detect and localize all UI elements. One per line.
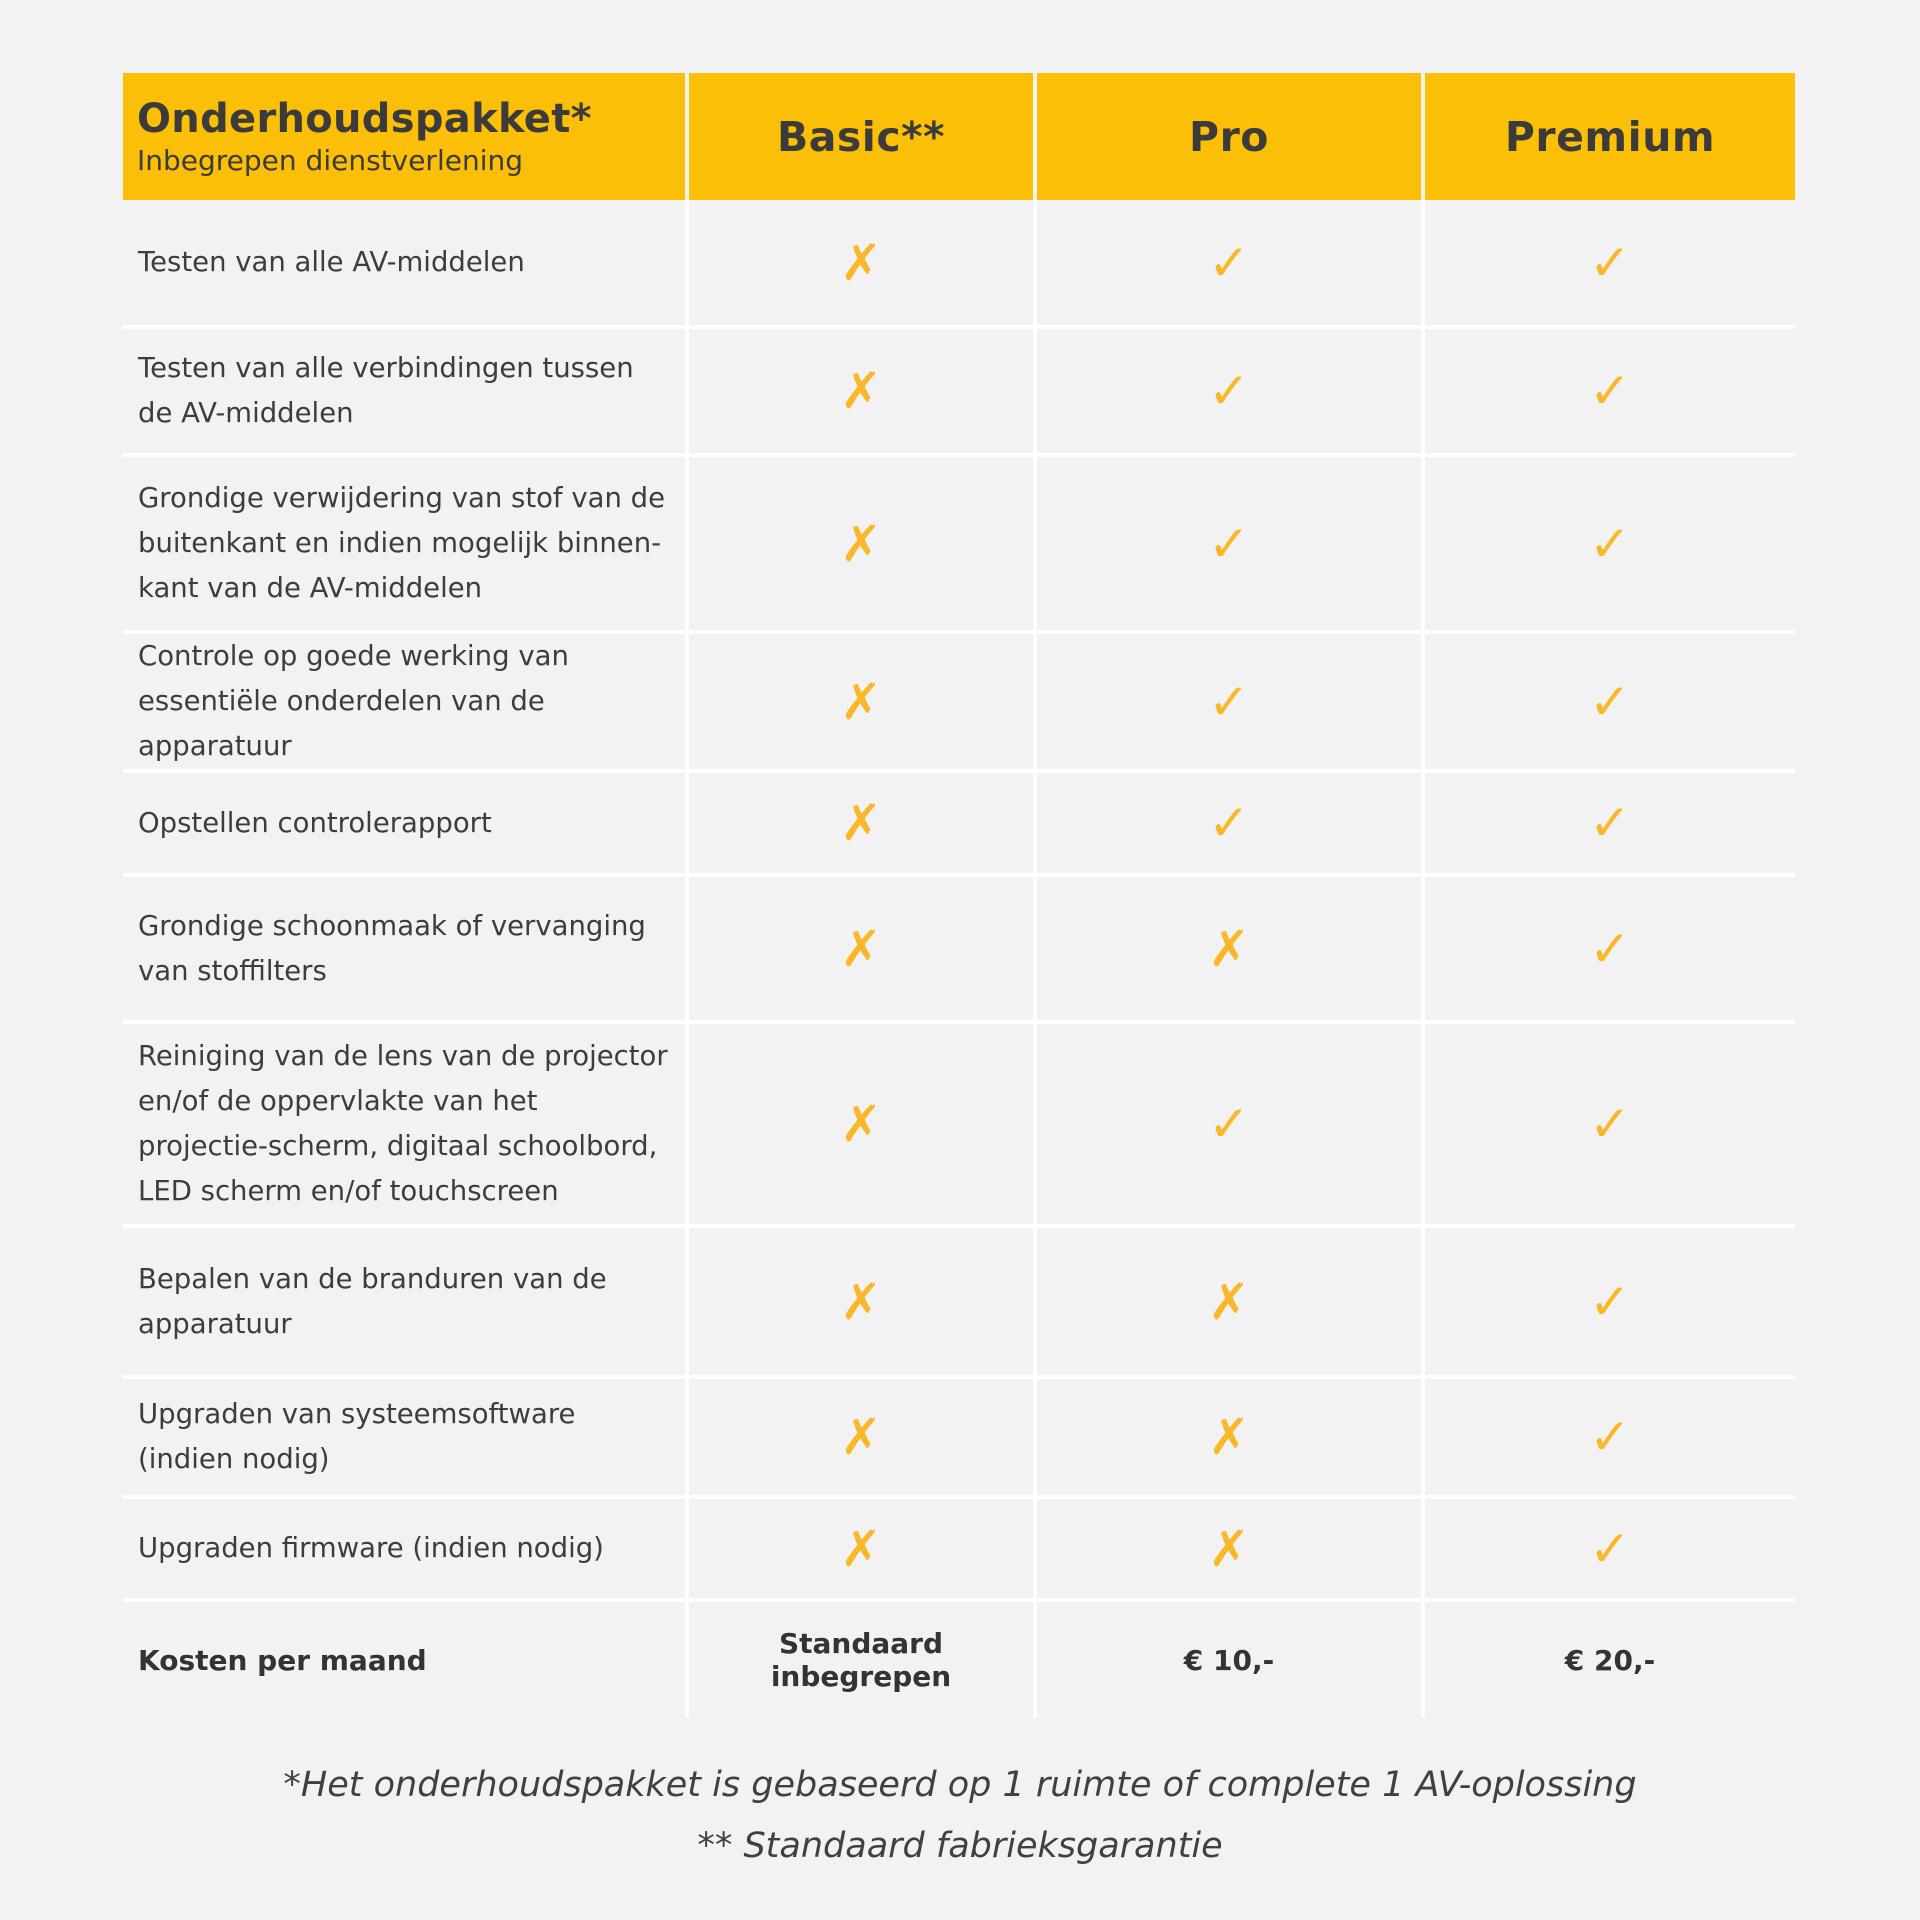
feature-label: Grondige schoonmaak of vervanging van stoffilters bbox=[123, 875, 687, 1022]
premium-mark: ✓ bbox=[1423, 1022, 1795, 1226]
pro-mark: ✗ bbox=[1035, 1377, 1423, 1497]
basic-mark: ✗ bbox=[687, 455, 1035, 632]
feature-label: Testen van alle verbindingen tussen de AV-middelen bbox=[123, 327, 687, 455]
cost-label: Kosten per maand bbox=[123, 1600, 687, 1718]
premium-mark: ✓ bbox=[1589, 233, 1631, 292]
pro-mark: ✓ bbox=[1035, 771, 1423, 875]
feature-label: Grondige verwijdering van stof van de buitenkant en indien mogelijk binnen-kant van de AV-middelen bbox=[123, 455, 687, 632]
maintenance-package-table bbox=[123, 73, 1795, 1718]
pro-mark: ✓ bbox=[1035, 1022, 1423, 1226]
table-subtitle: Inbegrepen dienstverlening bbox=[137, 143, 523, 177]
comparison-table-wrapper bbox=[123, 73, 1795, 1718]
premium-mark: ✓ bbox=[1423, 455, 1795, 632]
table-row bbox=[123, 1226, 1795, 1377]
basic-mark: ✗ bbox=[687, 1226, 1035, 1377]
header-row bbox=[123, 73, 1795, 200]
pro-mark: ✓ bbox=[1035, 455, 1423, 632]
table-row bbox=[123, 632, 1795, 771]
table-row bbox=[123, 1377, 1795, 1497]
premium-mark: ✓ bbox=[1423, 632, 1795, 771]
basic-mark: ✗ bbox=[687, 1497, 1035, 1600]
table-row bbox=[123, 875, 1795, 1022]
table-row bbox=[123, 1022, 1795, 1226]
feature-label: Opstellen controlerapport bbox=[123, 771, 687, 875]
basic-mark: ✗ bbox=[687, 632, 1035, 771]
table-title: Onderhoudspakket* bbox=[137, 95, 592, 142]
footnote-package: *Het onderhoudspakket is gebaseerd op 1 ruimte of complete 1 AV-oplossing bbox=[283, 1765, 1637, 1805]
table-row bbox=[123, 327, 1795, 455]
basic-mark: ✗ bbox=[687, 1022, 1035, 1226]
cost-premium: € 20,- bbox=[1423, 1600, 1795, 1718]
pro-mark: ✗ bbox=[1035, 1497, 1423, 1600]
pro-mark: ✗ bbox=[1035, 875, 1423, 1022]
cost-basic: Standaard inbegrepen bbox=[687, 1600, 1035, 1718]
premium-mark: ✓ bbox=[1423, 771, 1795, 875]
pro-mark: ✓ bbox=[1035, 327, 1423, 455]
tier-header-premium: Premium bbox=[1423, 73, 1795, 200]
pro-mark: ✓ bbox=[1035, 632, 1423, 771]
premium-mark: ✓ bbox=[1423, 327, 1795, 455]
feature-label: Testen van alle AV-middelen bbox=[123, 200, 687, 327]
feature-label: Reiniging van de lens van de projector en/of de oppervlakte van het projectie-scherm, digitaal schoolbord, LED scherm en/of touchscreen bbox=[123, 1022, 687, 1226]
table-row bbox=[123, 771, 1795, 875]
basic-mark: ✗ bbox=[687, 327, 1035, 455]
cost-pro: € 10,- bbox=[1035, 1600, 1423, 1718]
feature-label: Upgraden firmware (indien nodig) bbox=[123, 1497, 687, 1600]
tier-header-pro: Pro bbox=[1035, 73, 1423, 200]
feature-label: Upgraden van systeemsoftware (indien nodig) bbox=[123, 1377, 687, 1497]
footnote-warranty: ** Standaard fabrieksgarantie bbox=[697, 1826, 1223, 1866]
header-package-cell bbox=[123, 73, 687, 200]
feature-label: Bepalen van de branduren van de apparatuur bbox=[123, 1226, 687, 1377]
feature-label: Controle op goede werking van essentiële onderdelen van de apparatuur bbox=[123, 632, 687, 771]
pro-mark: ✓ bbox=[1035, 200, 1423, 327]
cost-row bbox=[123, 1600, 1795, 1718]
premium-mark: ✓ bbox=[1423, 1377, 1795, 1497]
basic-mark: ✗ bbox=[687, 1377, 1035, 1497]
premium-mark: ✓ bbox=[1423, 875, 1795, 1022]
table-row bbox=[123, 200, 1795, 327]
basic-mark: ✗ bbox=[687, 875, 1035, 1022]
pro-mark: ✗ bbox=[1035, 1226, 1423, 1377]
table-row bbox=[123, 1497, 1795, 1600]
basic-mark: ✗ bbox=[687, 771, 1035, 875]
premium-mark: ✓ bbox=[1423, 1497, 1795, 1600]
table-row bbox=[123, 455, 1795, 632]
tier-header-basic: Basic** bbox=[687, 73, 1035, 200]
premium-mark: ✓ bbox=[1423, 1226, 1795, 1377]
basic-mark: ✗ bbox=[687, 200, 1035, 327]
